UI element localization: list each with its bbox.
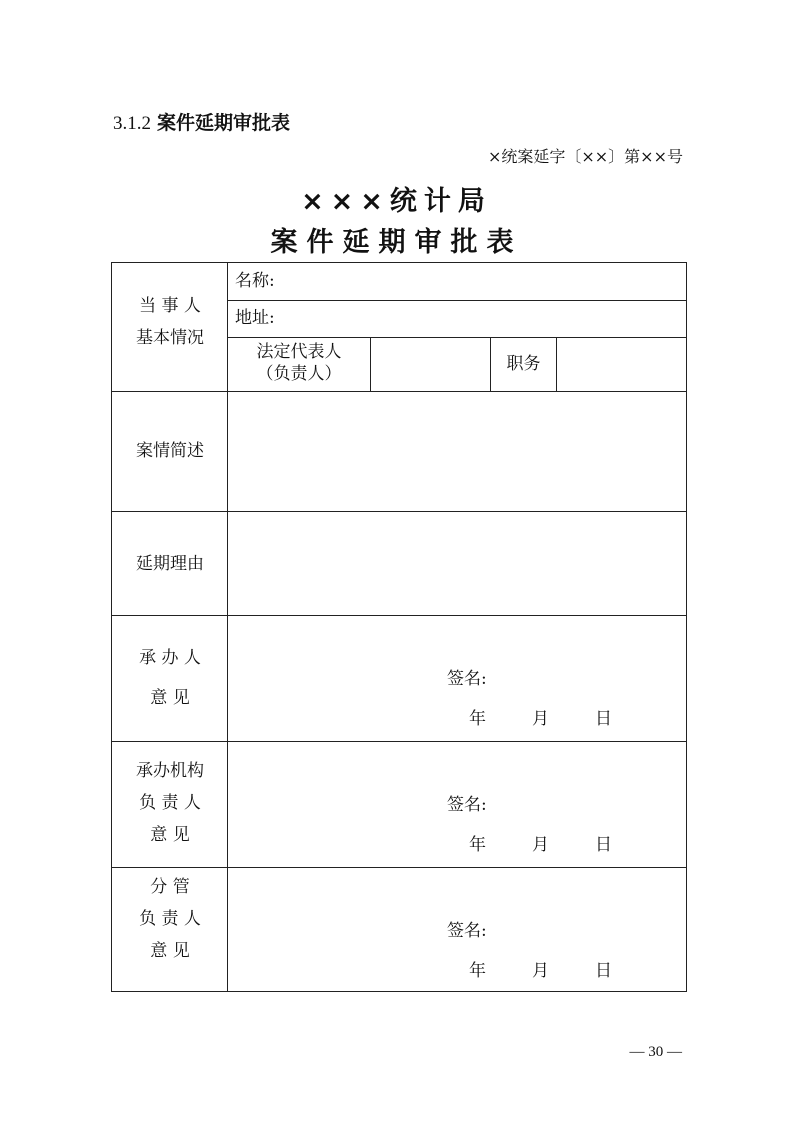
handler-opinion-label: 承 办 人 意 见 [139, 648, 201, 708]
position-label: 职务 [506, 354, 541, 374]
row-divider [227, 300, 686, 301]
party-info-label: 当 事 人 基本情况 [136, 296, 204, 348]
dept-head-date-day: 日 [595, 835, 612, 855]
extension-reason-label: 延期理由 [136, 554, 204, 574]
approval-form-table [111, 262, 687, 992]
bureau-title: ×××统计局 [301, 186, 492, 217]
row-divider [112, 741, 686, 742]
supervisor-sign-label: 签名: [447, 921, 487, 941]
dept-head-sign-label: 签名: [447, 795, 487, 815]
form-title: 案件延期审批表 [270, 227, 523, 258]
row-divider [227, 337, 686, 338]
document-number: ×统案延字〔××〕第××号 [487, 147, 683, 166]
handler-date-month: 月 [532, 709, 549, 729]
case-summary-label: 案情简述 [136, 441, 204, 461]
handler-date-day: 日 [595, 709, 612, 729]
dept-head-date-month: 月 [532, 835, 549, 855]
address-label: 地址: [235, 308, 275, 328]
supervisor-date-day: 日 [595, 961, 612, 981]
page-number: — 30 — [629, 1044, 682, 1060]
legal-rep-label: 法定代表人 （负责人） [256, 342, 342, 384]
dept-head-date-year: 年 [469, 835, 486, 855]
section-title: 案件延期审批表 [157, 112, 291, 134]
row-divider [112, 511, 686, 512]
supervisor-date-year: 年 [469, 961, 486, 981]
cell-divider [370, 337, 371, 391]
name-label: 名称: [235, 271, 275, 291]
section-number: 3.1.2 [113, 113, 151, 134]
handler-sign-label: 签名: [447, 669, 487, 689]
row-divider [112, 391, 686, 392]
cell-divider [556, 337, 557, 391]
row-divider [112, 615, 686, 616]
dept-head-opinion-label: 承办机构 负 责 人 意 见 [136, 761, 204, 845]
row-divider [112, 867, 686, 868]
supervisor-opinion-label: 分 管 负 责 人 意 见 [139, 877, 201, 961]
supervisor-date-month: 月 [532, 961, 549, 981]
section-heading [113, 111, 290, 136]
handler-date-year: 年 [469, 709, 486, 729]
